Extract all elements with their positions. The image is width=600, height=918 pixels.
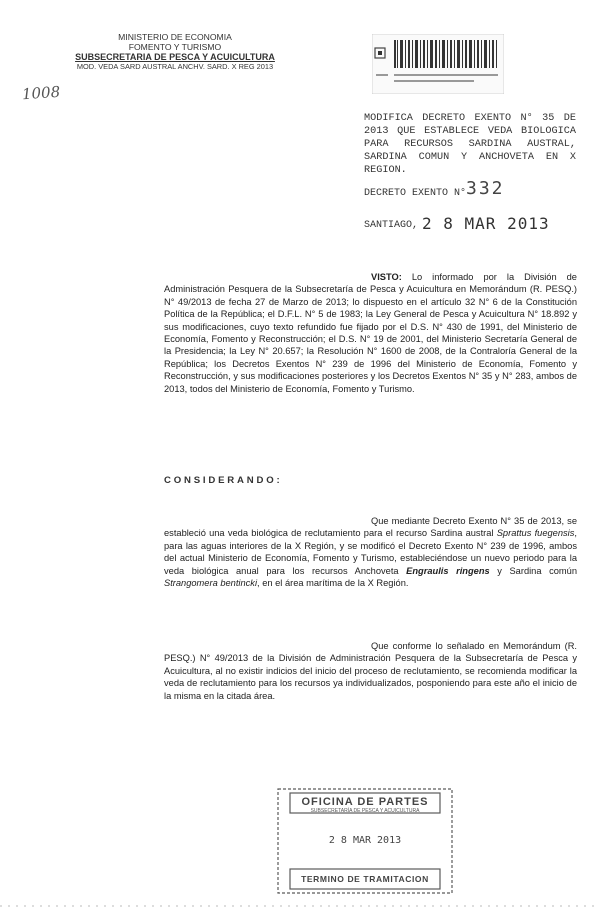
- handwritten-note: 1008: [21, 82, 61, 104]
- decree-label: DECRETO EXENTO N°: [364, 188, 467, 199]
- ministry-subname: FOMENTO Y TURISMO: [128, 42, 222, 52]
- visto-text: Lo informado por la División de Administración Pesquera de la Subsecretaría de Pesca y Acuicultura en Memorándum (R. PESQ.) N° 49/2013 de fecha 27 de Marzo de 2013; lo dispuesto en el artículo 32 N° 6 de la Constitución Política de la República; el D.F.L. N° 5 de 1983; la Ley General de Pesca y Acuicultura N° 18.892 y sus modificaciones, cuyo texto refundido fue fijado por el D.S. N° 430 de 1991, del Ministerio de Economía, Fomento y Reconstrucción; el D.S. N° 19 de 2001, del Ministerio Secretaría General de la Presidencia; la Ley N° 20.657; la Resolución N° 1600 de 2008, de la Contraloría General de la República; los Decretos Exentos N° 239 de 1996 del Ministerio de Economía, Fomento y Reconstrucción, y sus modificaciones posteriores y los Decretos Exentos N° 35 y N° 283, ambos de 2013, todos del Ministerio de Economía, Fomento y Turismo.: [164, 272, 577, 394]
- p1-text-d: , en el área marítima de la X Región.: [257, 578, 409, 589]
- species-name: Engraulis ringens: [406, 565, 490, 576]
- p1-text-b: , para las aguas interiores de la X Región, y se modificó el Decreto Exento N° 239 de 1996, ambos del actual Ministerio de Economía, Fomento y Turismo, estableciéndose un nuevo periodo para la veda biológica anual para los recursos Anchoveta: [164, 528, 577, 576]
- stamp-office-sub: SUBSECRETARÍA DE PESCA Y ACUICULTURA: [310, 808, 420, 814]
- species-name: Strangomera bentincki: [164, 578, 258, 589]
- considerando-paragraph-1: [164, 515, 577, 589]
- undersecretariat-name: SUBSECRETARIA DE PESCA Y ACUICULTURA: [75, 52, 275, 62]
- decree-date: 2 8 MAR 2013: [422, 214, 550, 233]
- ministry-name: MINISTERIO DE ECONOMIA: [118, 32, 232, 42]
- p1-text-c: y Sardina común: [489, 565, 577, 576]
- decree-number: 332: [466, 178, 505, 199]
- decree-title: MODIFICA DECRETO EXENTO N° 35 DE 2013 QUE ESTABLECE VEDA BIOLOGICA PARA RECURSOS SARDINA AUSTRAL, SARDINA COMUN Y ANCHOVETA EN X REGION.: [364, 113, 576, 176]
- scan-edge-noise: [0, 905, 600, 907]
- stamp-office-title: OFICINA DE PARTES: [301, 796, 429, 808]
- stamp-date: 2 8 MAR 2013: [328, 835, 402, 846]
- p1-text-a: Que mediante Decreto Exento N° 35 de 2013, se estableció una veda biológica de reclutamiento para el recurso Sardina austral: [164, 516, 577, 539]
- barcode-sticker: [372, 34, 504, 94]
- ministry-header: [60, 32, 290, 72]
- visto-paragraph: [164, 271, 577, 395]
- decree-place: SANTIAGO,: [364, 220, 419, 231]
- visto-lead: VISTO:: [371, 272, 402, 282]
- species-name: Sprattus fuegensis: [496, 528, 575, 539]
- considerando-heading: CONSIDERANDO:: [164, 475, 283, 486]
- considerando-paragraph-2: Que conforme lo señalado en Memorándum (R. PESQ.) N° 49/2013 de la División de Administración Pesquera de la Subsecretaría de Pesca y Acuicultura, al no existir indicios del inicio del proceso de reclutamiento, se recomienda modificar la veda de reclutamiento para los recursos ya individualizados, posponiendo para este año el inicio de la misma en la citada área.: [164, 641, 577, 701]
- stamp-status: TERMINO DE TRAMITACION: [301, 874, 429, 884]
- document-reference-code: MOD. VEDA SARD AUSTRAL ANCHV. SARD. X REG 2013: [76, 62, 274, 71]
- office-stamp: [272, 785, 458, 897]
